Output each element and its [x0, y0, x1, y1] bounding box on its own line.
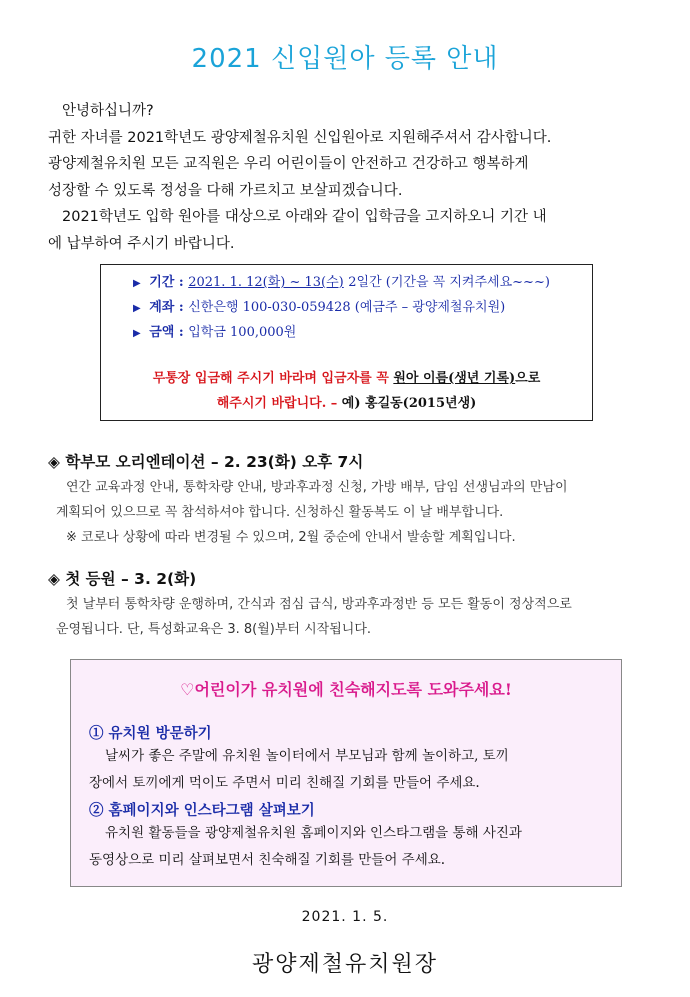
first-day-body	[56, 592, 656, 642]
first-day-line: 운영됩니다. 단, 특성화교육은 3. 8(월)부터 시작됩니다.	[56, 622, 372, 637]
orientation-line: 연간 교육과정 안내, 통학차량 안내, 방과후과정 신청, 가방 배부, 담임 선생님과의 만남이	[66, 480, 568, 495]
intro-line: 광양제철유치원 모든 교직원은 우리 어린이들이 안전하고 건강하고 행복하게	[48, 156, 529, 172]
payment-info-box	[100, 264, 593, 421]
period-value: 2021. 1. 12(화) ~ 13(수)	[188, 275, 344, 290]
intro-section	[48, 98, 648, 257]
deposit-notice	[101, 366, 592, 416]
triangle-bullet-icon: ▶	[133, 278, 141, 289]
amount-row	[133, 321, 592, 346]
orientation-line: 계획되어 있으므로 꼭 참석하셔야 합니다. 신청하신 활동복도 이 날 배부합니다.	[56, 505, 504, 520]
first-day-line: 첫 날부터 통학차량 운행하며, 간식과 점심 급식, 방과후과정반 등 모든 활동이 정상적으로	[66, 597, 572, 612]
help-item2-title: ② 홈페이지와 인스타그램 살펴보기	[89, 802, 315, 819]
intro-line: 에 납부하여 주시기 바랍니다.	[48, 235, 235, 252]
triangle-bullet-icon: ▶	[133, 328, 141, 339]
help-box	[70, 659, 622, 887]
account-value: 신한은행 100-030-059428 (예금주 – 광양제철유치원)	[188, 300, 506, 315]
intro-line: 귀한 자녀를 2021학년도 광양제철유치원 신입원아로 지원해주셔서 감사합니다.	[48, 129, 552, 146]
notice-text: 으로	[515, 371, 541, 386]
orientation-heading: ◈ 학부모 오리엔테이션 – 2. 23(화) 오후 7시	[48, 453, 364, 471]
account-row	[133, 296, 592, 321]
intro-line: 성장할 수 있도록 정성을 다해 가르치고 보살피겠습니다.	[48, 182, 403, 199]
amount-value: 입학금 100,000원	[188, 325, 297, 340]
notice-text: 해주시기 바랍니다. –	[216, 396, 338, 411]
intro-line: 2021학년도 입학 원아를 대상으로 아래와 같이 입학금을 고지하오니 기간 내	[62, 209, 547, 225]
help-item1-line: 날씨가 좋은 주말에 유치원 놀이터에서 부모님과 함께 놀이하고, 토끼	[105, 748, 509, 764]
period-extra: 2일간 (기간을 꼭 지켜주세요~~~)	[348, 275, 550, 290]
page-title: 2021 신입원아 등록 안내	[191, 44, 499, 74]
help-item2-line: 동영상으로 미리 살펴보면서 친숙해질 기회를 만들어 주세요.	[89, 852, 446, 868]
notice-example: 예) 홍길동(2015년생)	[337, 396, 477, 411]
notice-text: 무통장 입금해 주시기 바라며 입금자를 꼭	[152, 371, 394, 386]
amount-label: 금액 :	[149, 325, 184, 340]
account-label: 계좌 :	[149, 300, 184, 315]
document-date: 2021. 1. 5.	[301, 909, 389, 925]
help-item1-line: 장에서 토끼에게 먹이도 주면서 미리 친해질 기회를 만들어 주세요.	[89, 775, 480, 791]
help-heading: ♡어린이가 유치원에 친숙해지도록 도와주세요!	[180, 680, 512, 699]
intro-greeting: 안녕하십니까?	[62, 103, 154, 119]
triangle-bullet-icon: ▶	[133, 303, 141, 314]
first-day-heading: ◈ 첫 등원 – 3. 2(화)	[48, 570, 197, 588]
orientation-note: ※ 코로나 상황에 따라 변경될 수 있으며, 2월 중순에 안내서 발송할 계획입니다.	[66, 530, 516, 545]
help-item2-line: 유치원 활동들을 광양제철유치원 홈페이지와 인스타그램을 통해 사진과	[105, 825, 522, 841]
period-row	[133, 271, 592, 296]
notice-underlined: 원아 이름(생년 기록)	[393, 371, 516, 386]
signature: 광양제철유치원장	[251, 952, 439, 977]
help-item1-title: ① 유치원 방문하기	[89, 725, 212, 742]
orientation-body	[56, 475, 656, 550]
period-label: 기간 :	[149, 275, 184, 290]
